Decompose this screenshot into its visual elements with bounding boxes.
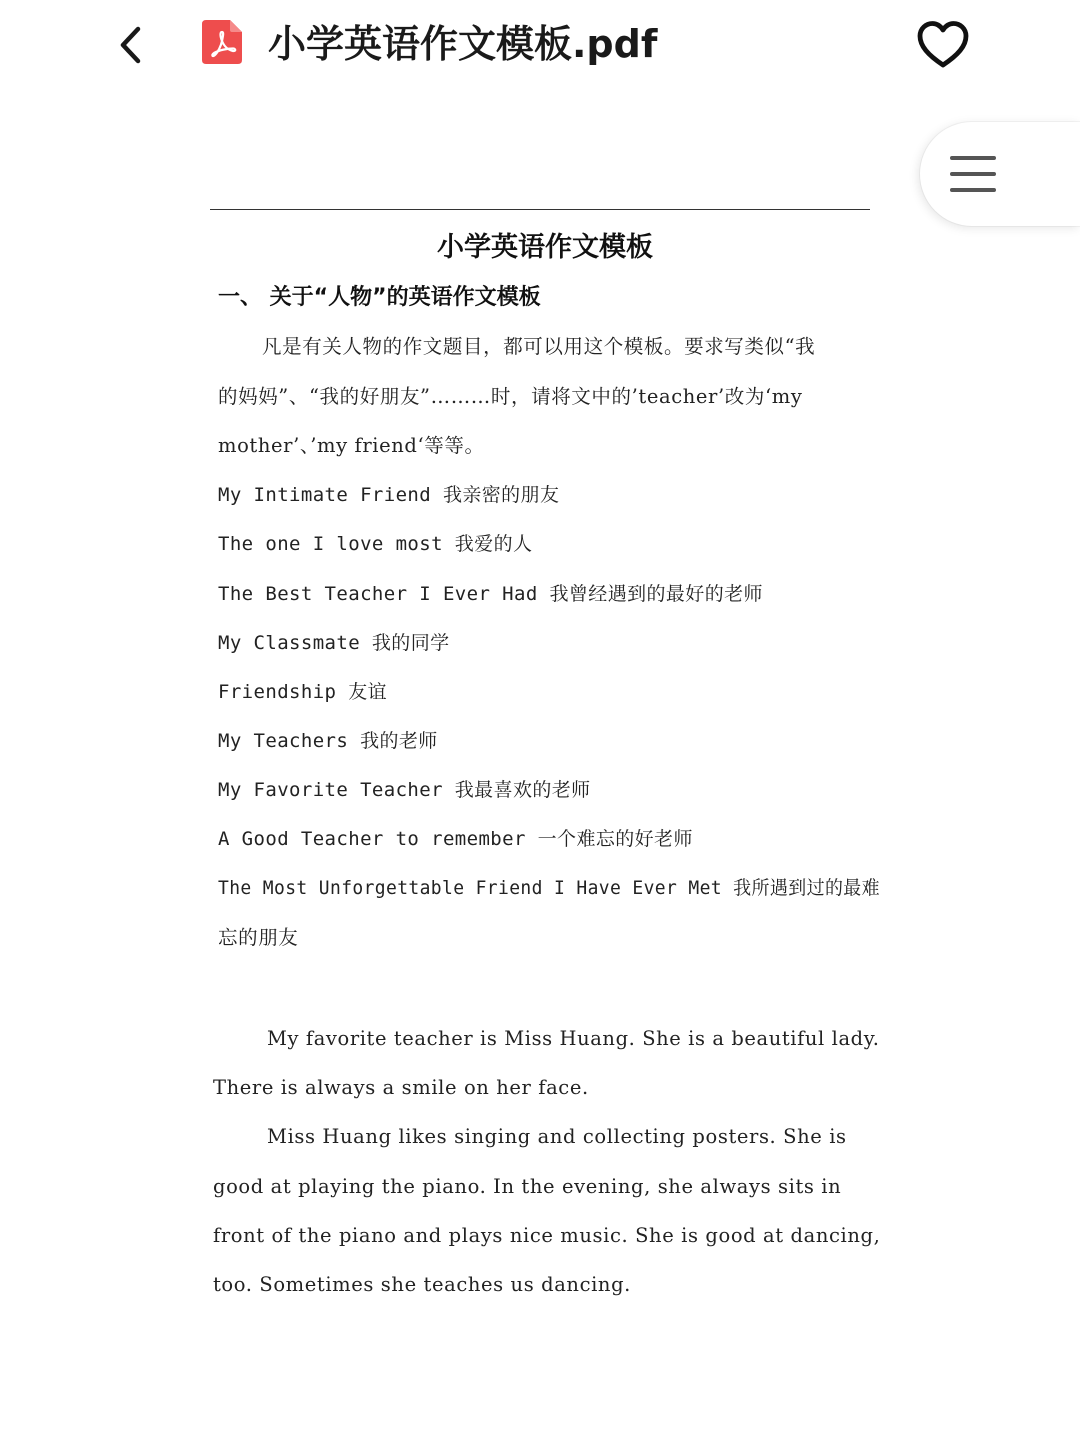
document-page[interactable] [0, 90, 1080, 1439]
back-button[interactable] [106, 20, 156, 70]
favorite-button[interactable] [912, 14, 974, 76]
essay-line: There is always a smile on her face. [213, 1076, 589, 1099]
file-title: 小学英语作文模板.pdf [268, 22, 658, 66]
intro-line: 凡是有关人物的作文题目，都可以用这个模板。要求写类似“我 [262, 335, 816, 358]
topic-line: The Best Teacher I Ever Had 我曾经遇到的最好的老师 [218, 583, 763, 605]
intro-line: 的妈妈”、“我的好朋友”………时，请将文中的’teacher’改为‘my [218, 385, 803, 408]
topic-line: The Most Unforgettable Friend I Have Ever Met 我所遇到过的最难 [218, 877, 881, 899]
essay-line: My favorite teacher is Miss Huang. She is a beautiful lady. [267, 1027, 880, 1050]
top-bar [0, 0, 1080, 90]
document-title: 小学英语作文模板 [437, 232, 653, 263]
topic-line: A Good Teacher to remember 一个难忘的好老师 [218, 828, 693, 850]
topic-line: Friendship 友谊 [218, 681, 388, 703]
topic-line: The one I love most 我爱的人 [218, 533, 533, 555]
topic-line: My Favorite Teacher 我最喜欢的老师 [218, 779, 591, 801]
topic-line: My Teachers 我的老师 [218, 730, 438, 752]
topic-line: My Intimate Friend 我亲密的朋友 [218, 484, 560, 506]
essay-line: Miss Huang likes singing and collecting posters. She is [267, 1125, 847, 1148]
header-rule [210, 209, 870, 210]
pdf-file-icon [202, 20, 242, 64]
intro-line: mother’、’my friend‘等等。 [218, 434, 485, 457]
essay-line: too. Sometimes she teaches us dancing. [213, 1273, 631, 1296]
heart-outline-icon [916, 20, 970, 70]
topic-line: 忘的朋友 [218, 926, 299, 949]
section-heading: 一、 关于“人物”的英语作文模板 [218, 285, 541, 310]
topic-line: My Classmate 我的同学 [218, 632, 450, 654]
essay-line: good at playing the piano. In the evening, she always sits in [213, 1175, 842, 1198]
chevron-left-icon [114, 23, 148, 67]
essay-line: front of the piano and plays nice music. She is good at dancing, [213, 1224, 881, 1247]
